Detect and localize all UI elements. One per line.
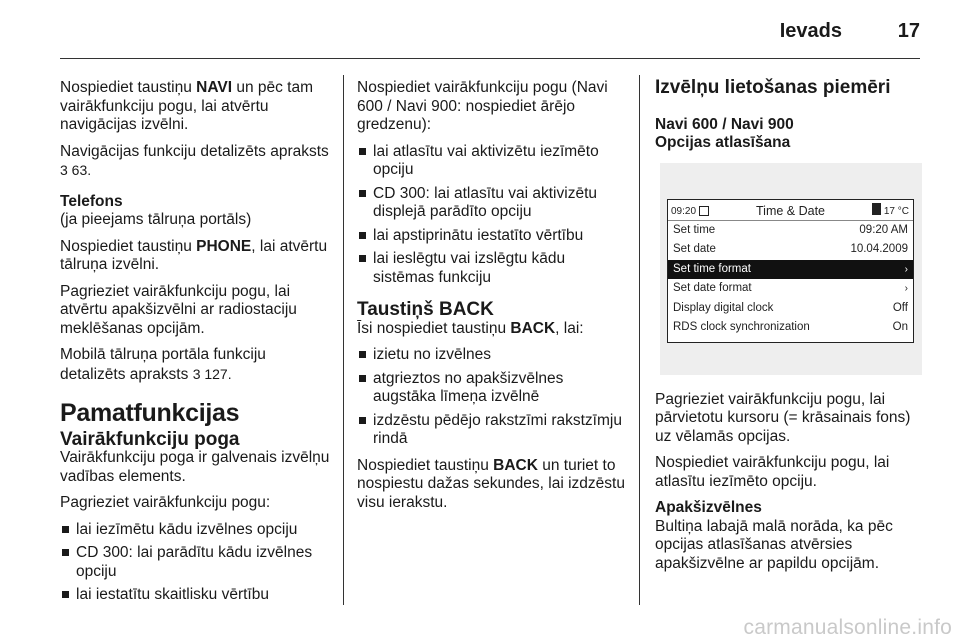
paragraph: Īsi nospiediet taustiņu BACK, lai:: [357, 319, 584, 337]
list-item: lai apstiprinātu iestatīto vērtību: [357, 227, 629, 246]
phone-icon: [872, 203, 881, 215]
paragraph: (ja pieejams tālruņa portāls): [60, 211, 252, 228]
heading-multifunction-knob: Vairākfunkciju poga: [60, 428, 240, 450]
list-item: CD 300: lai atlasītu vai aktivizētu displejā parādīto opciju: [357, 185, 629, 222]
display-title: Time & Date: [756, 203, 826, 218]
submenu-arrow-icon: ›: [904, 263, 908, 275]
menu-row-set-date-format[interactable]: Set date format ›: [668, 279, 913, 299]
subheading-navi: Navi 600 / Navi 900: [655, 115, 794, 133]
paragraph: Nospiediet taustiņu NAVI un pēc tam vairākfunkciju pogu, lai atvērtu navigācijas izvēlni.: [60, 79, 314, 133]
page-header: [0, 0, 960, 60]
menu-row-set-date[interactable]: Set date 10.04.2009: [673, 243, 908, 255]
list-item: CD 300: lai parādītu kādu izvēlnes opciju: [60, 544, 332, 581]
menu-row-rds-clock-sync[interactable]: RDS clock synchronization On: [673, 321, 908, 333]
header-rule: [60, 58, 920, 59]
menu-row-set-time[interactable]: Set time 09:20 AM: [673, 223, 908, 236]
list-item: lai iezīmētu kādu izvēlnes opciju: [60, 521, 332, 540]
paragraph: Nospiediet vairākfunkciju pogu, lai atlasītu iezīmēto opciju.: [655, 454, 890, 490]
bullet-list: [357, 143, 629, 288]
page-reference: 3 63.: [60, 162, 92, 178]
bullet-list: [60, 521, 332, 605]
heading-pamatfunkcijas: Pamatfunkcijas: [60, 399, 240, 427]
paragraph: Pagrieziet vairākfunkciju pogu, lai atvērtu apakšizvēlni ar radiostaciju meklēšanas opcijām.: [60, 282, 297, 337]
subheading-telefons: Telefons: [60, 192, 123, 210]
menu-row-display-digital-clock[interactable]: Display digital clock Off: [673, 301, 908, 314]
column-divider: [343, 75, 344, 605]
list-item: izietu no izvēlnes: [357, 346, 629, 365]
column-1: [60, 79, 332, 613]
paragraph: Nospiediet taustiņu PHONE, lai atvērtu tālruņa izvēlni.: [60, 237, 328, 273]
menu-row-set-time-format[interactable]: Set time format ›: [668, 260, 913, 280]
subheading-submenus: Apakšizvēlnes: [655, 499, 762, 516]
paragraph: Nospiediet vairākfunkciju pogu (Navi 600 / Navi 900: nospiediet ārējo gredzenu):: [357, 79, 608, 133]
paragraph: Pagrieziet vairākfunkciju pogu, lai pārvietotu kursoru (= krāsainais fons) uz vēlamās opcijas.: [655, 390, 911, 445]
paragraph: Navigācijas funkciju detalizēts apraksts 3 63.: [60, 142, 329, 178]
page-number: 17: [897, 20, 920, 42]
column-2: [357, 79, 629, 520]
heading-menu-examples: Izvēlņu lietošanas piemēri: [655, 77, 891, 98]
column-divider: [639, 75, 640, 605]
paragraph: Mobilā tālruņa portāla funkciju detalizēts apraksts 3 127.: [60, 346, 266, 383]
list-item: atgrieztos no apakšizvēlnes augstāka līmeņa izvēlnē: [357, 370, 629, 407]
subheading-option-select: Opcijas atlasīšana: [655, 134, 791, 151]
submenu-arrow-icon: ›: [904, 283, 908, 294]
list-item: lai ieslēgtu vai izslēgtu kādu sistēmas funkciju: [357, 250, 629, 287]
clock-icon: [699, 206, 709, 216]
page-reference: 3 127.: [192, 365, 232, 382]
list-item: lai iestatītu skaitlisku vērtību: [60, 586, 332, 605]
display-panel: [667, 199, 914, 343]
paragraph: Pagrieziet vairākfunkciju pogu:: [60, 494, 271, 511]
bullet-list: [357, 346, 629, 449]
section-title: Ievads: [779, 20, 842, 42]
list-item: lai atlasītu vai aktivizētu iezīmēto opciju: [357, 143, 629, 180]
column-3: [655, 79, 927, 581]
display-status-bar: [668, 200, 913, 221]
display-screenshot: [660, 163, 922, 375]
paragraph: Bultiņa labajā malā norāda, ka pēc opcijas atlasīšanas atvērsies apakšizvēlne ar papildu opcijām.: [655, 517, 893, 572]
paragraph: Nospiediet taustiņu BACK un turiet to nospiestu dažas sekundes, lai izdzēstu visu ierakstu.: [357, 456, 625, 511]
watermark: carmanualsonline.info: [743, 616, 952, 639]
list-item: izdzēstu pēdējo rakstzīmi rakstzīmju rindā: [357, 412, 629, 449]
display-temperature: 17 °C: [883, 205, 909, 217]
heading-back-button: Taustiņš BACK: [357, 299, 494, 320]
paragraph: Vairākfunkciju poga ir galvenais izvēlņu vadības elements.: [60, 449, 330, 485]
display-clock: 09:20: [671, 205, 697, 217]
